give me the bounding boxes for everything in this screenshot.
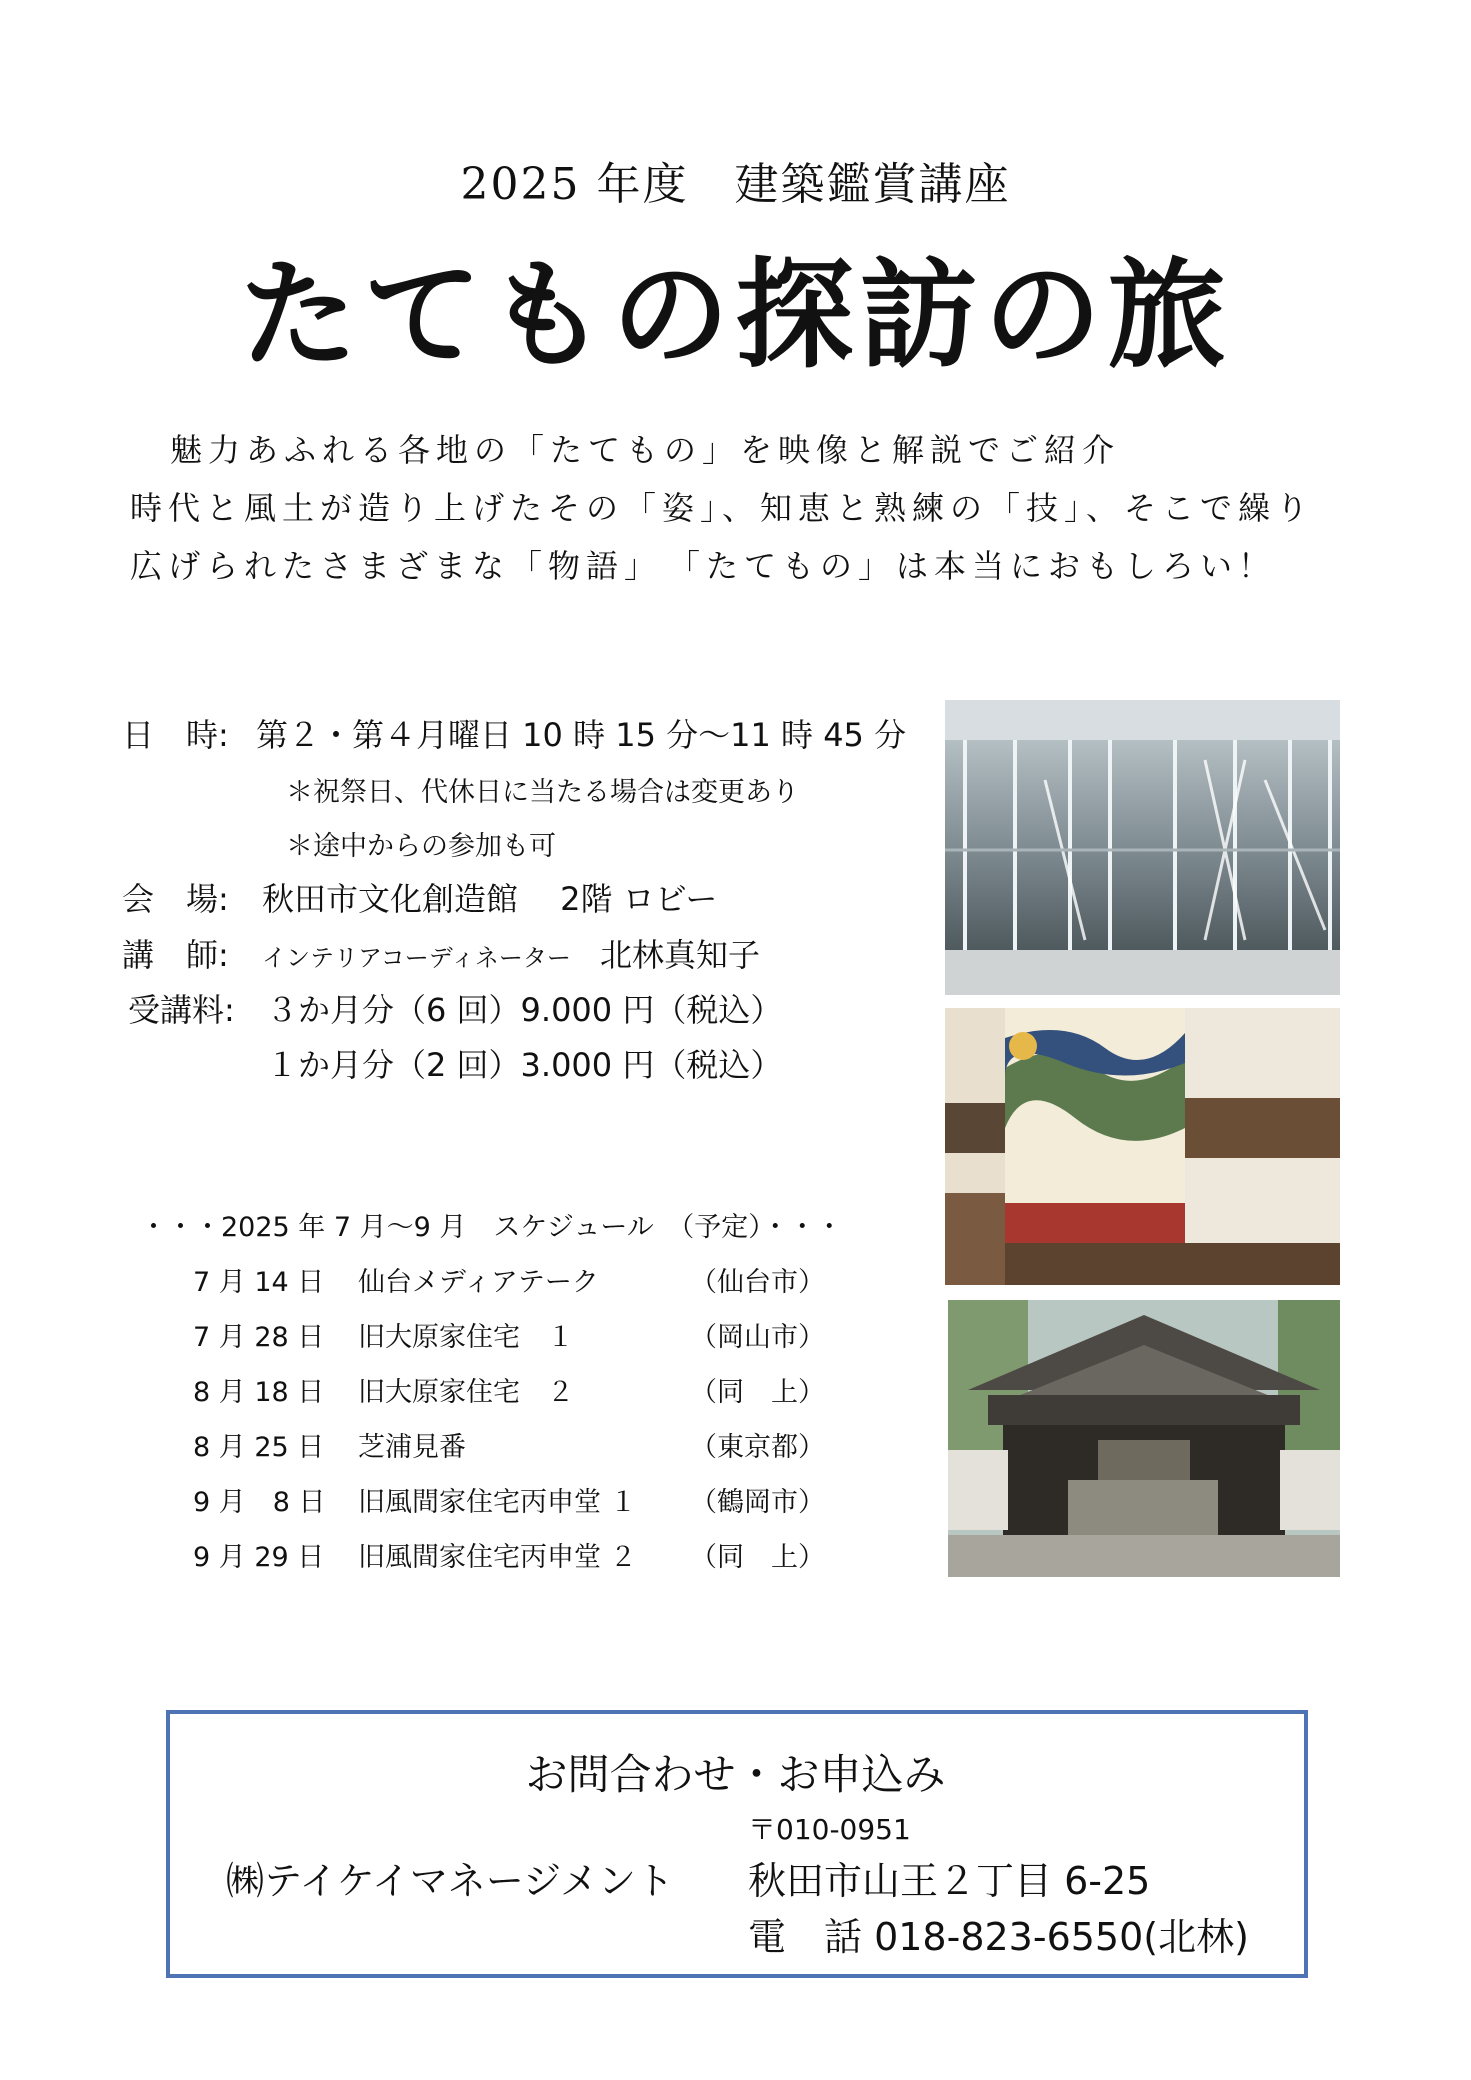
venue-value: 秋田市文化創造館 2階 ロビー xyxy=(262,880,718,918)
schedule-row-place: （同 上） xyxy=(690,1542,825,1573)
address: 秋田市山王２丁目 6-25 xyxy=(748,1859,1151,1903)
photo-kazama-house xyxy=(948,1300,1340,1577)
lecturer-role: インテリアコーディネーター xyxy=(262,944,571,972)
schedule-row-date: 8 月 25 日 xyxy=(193,1432,325,1463)
glass-building-image xyxy=(945,700,1340,995)
schedule-heading: ・・・2025 年 7 月～9 月 スケジュール （予定）・・・ xyxy=(140,1212,843,1243)
schedule-row-place: （仙台市） xyxy=(690,1267,825,1298)
contact-heading: お問合わせ・お申込み xyxy=(525,1750,946,1799)
schedule-row-name: 旧大原家住宅 ２ xyxy=(358,1377,574,1408)
schedule-row-name: 旧大原家住宅 １ xyxy=(358,1322,574,1353)
photo-ohara-house xyxy=(945,1008,1340,1285)
schedule-row-name: 芝浦見番 xyxy=(358,1432,466,1463)
intro-line-3: 広げられたさまざまな「物語」 「たてもの」は本当におもしろい！ xyxy=(130,547,1277,585)
schedule-row-date: 7 月 14 日 xyxy=(193,1267,325,1298)
noren-room-image xyxy=(945,1008,1340,1285)
postal-code: 〒010-0951 xyxy=(748,1813,911,1846)
lecturer-label: 講 師: xyxy=(122,936,229,974)
schedule-row-place: （同 上） xyxy=(690,1377,825,1408)
schedule-row-name: 旧風間家住宅丙申堂 ２ xyxy=(358,1542,637,1573)
schedule-row-place: （岡山市） xyxy=(690,1322,825,1353)
phone-number: 電 話 018-823-6550(北林) xyxy=(748,1915,1249,1959)
course-subtitle: 2025 年度 建築鑑賞講座 xyxy=(460,159,1011,210)
schedule-row-date: 9 月 8 日 xyxy=(193,1487,326,1518)
company-name: ㈱テイケイマネージメント xyxy=(226,1859,675,1903)
venue-label: 会 場: xyxy=(122,880,229,918)
intro-line-2: 時代と風土が造り上げたその「姿」、知恵と熟練の「技」、そこで繰り xyxy=(130,489,1315,527)
traditional-gate-image xyxy=(948,1300,1340,1577)
lecturer-name: 北林真知子 xyxy=(600,936,761,974)
photo-sendai-mediatheque xyxy=(945,700,1340,995)
intro-line-1: 魅力あふれる各地の「たてもの」を映像と解説でご紹介 xyxy=(170,431,1121,469)
fee-1-month: １か月分（2 回）3.000 円（税込） xyxy=(266,1046,783,1084)
page-title: たてもの探訪の旅 xyxy=(239,245,1232,384)
fee-label: 受講料: xyxy=(128,991,235,1029)
schedule-row-date: 8 月 18 日 xyxy=(193,1377,325,1408)
note-join: ＊途中からの参加も可 xyxy=(286,831,556,862)
fee-3-months: ３か月分（6 回）9.000 円（税込） xyxy=(266,991,783,1029)
schedule-row-date: 7 月 28 日 xyxy=(193,1322,325,1353)
schedule-row-date: 9 月 29 日 xyxy=(193,1542,325,1573)
date-value: 第２・第４月曜日 10 時 15 分～11 時 45 分 xyxy=(256,716,907,754)
schedule-row-name: 仙台メディアテーク xyxy=(358,1267,599,1298)
note-holiday: ＊祝祭日、代休日に当たる場合は変更あり xyxy=(286,777,799,808)
schedule-row-place: （鶴岡市） xyxy=(690,1487,825,1518)
schedule-row-name: 旧風間家住宅丙申堂 １ xyxy=(358,1487,637,1518)
date-label: 日 時: xyxy=(122,716,229,754)
schedule-row-place: （東京都） xyxy=(690,1432,825,1463)
